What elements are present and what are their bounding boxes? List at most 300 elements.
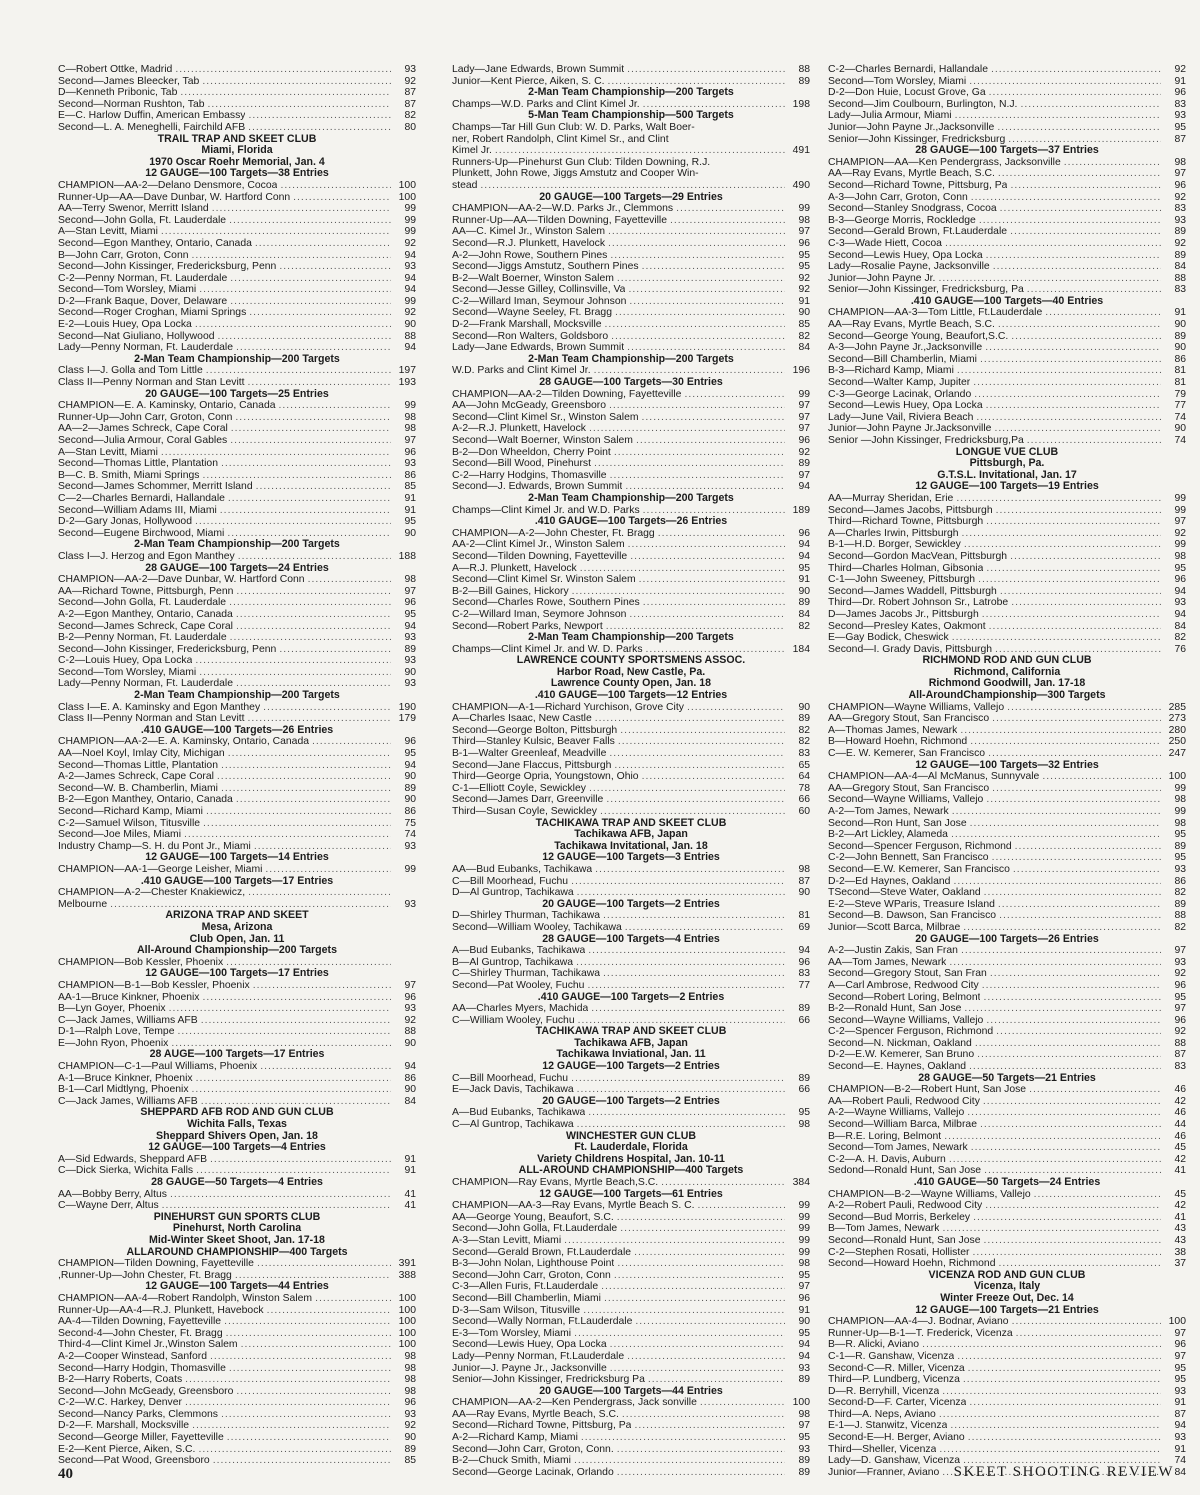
result-line <box>58 516 416 528</box>
shooter-entry: C-2—Willard Iman, Seymour Johnson <box>452 295 627 307</box>
result-line <box>452 1107 810 1119</box>
score: 92 <box>404 1420 416 1432</box>
dot-leader <box>254 841 391 853</box>
shooter-entry: C—William Wooley, Fuchu <box>452 1014 575 1026</box>
section-heading: 28 AUGE—100 Targets—17 Entries <box>149 1049 325 1061</box>
shooter-entry: Second—Walt Boerner, Winston Salem <box>452 435 633 446</box>
dot-leader <box>248 887 391 899</box>
dot-leader <box>227 1432 391 1444</box>
dot-leader <box>576 957 785 969</box>
shooter-entry: ,Runner-Up—John Chester, Ft. Bragg <box>58 1269 232 1281</box>
score: 98 <box>404 423 416 435</box>
shooter-entry: C-2—Louis Huey, Opa Locka <box>58 655 193 667</box>
dot-leader <box>229 1363 391 1375</box>
result-line <box>828 1142 1186 1154</box>
shooter-entry: Second—John Golla, Ft. Lauderdale <box>58 597 227 609</box>
dot-leader <box>110 899 391 911</box>
dot-leader <box>977 1049 1161 1061</box>
section-heading: .410 GAUGE—50 Targets—24 Entries <box>913 1177 1101 1188</box>
shooter-entry: D—Shirley Thurman, Tachikawa <box>452 910 601 922</box>
score: 60 <box>798 806 810 817</box>
section-heading: G.T.S.L. Invitational, Jan. 17 <box>937 469 1077 481</box>
dot-leader <box>617 1467 785 1479</box>
score: 84 <box>798 342 810 354</box>
result-line <box>452 736 810 748</box>
dot-leader <box>961 945 1161 957</box>
section-heading: Club Open, Jan. 11 <box>189 933 285 945</box>
score: 91 <box>404 1153 416 1165</box>
dot-leader <box>968 1432 1161 1444</box>
shooter-entry: C—Dick Sierka, Wichita Falls <box>58 1165 194 1177</box>
score: 95 <box>798 1327 810 1339</box>
score: 94 <box>404 759 416 771</box>
dot-leader <box>630 551 785 563</box>
section-heading: .410 GAUGE—100 Targets—40 Entries <box>910 295 1104 307</box>
section-heading: Pinehurst, North Carolina <box>172 1223 302 1235</box>
result-line <box>452 1397 810 1409</box>
shooter-entry: D-2—Ed Haynes, Oakland <box>828 875 951 887</box>
score: 96 <box>1174 1339 1186 1351</box>
score: 88 <box>1174 272 1186 284</box>
shooter-entry: D-2—Frank Baque, Dover, Delaware <box>58 295 228 307</box>
shooter-entry: Second—I. Grady Davis, Pittsburgh <box>828 643 993 655</box>
shooter-entry: Class I—J. Golla and Tom Little <box>58 365 203 377</box>
score: 38 <box>1174 1246 1186 1258</box>
shooter-entry: C—Bill Moorhead, Fuchu <box>452 1072 569 1084</box>
score: 92 <box>1174 237 1186 249</box>
shooter-entry: Junior—Scott Barca, Milbrae <box>828 921 961 933</box>
dot-leader <box>589 423 785 435</box>
section-heading: 12 GAUGE—100 Targets—4 Entries <box>148 1142 326 1154</box>
score: 93 <box>1174 1385 1186 1397</box>
result-line <box>828 1049 1186 1061</box>
result-line <box>452 713 810 725</box>
section-heading: 20 GAUGE—100 Targets—26 Entries <box>915 933 1099 945</box>
dot-leader <box>979 215 1161 227</box>
shooter-entry: CHAMPION—AA—Ken Pendergrass, Jacksonville <box>828 156 1061 168</box>
dot-leader <box>1015 841 1161 853</box>
score: 82 <box>1174 887 1186 899</box>
result-line <box>58 99 416 111</box>
result-line <box>58 493 416 505</box>
score: 45 <box>1174 1188 1186 1200</box>
shooter-entry: CHAMPION—AA-4—Al McManus, Sunnyvale <box>828 771 1040 783</box>
score: 98 <box>798 863 810 875</box>
score: 99 <box>1174 782 1186 794</box>
score: 80 <box>404 121 416 133</box>
score: 89 <box>798 458 810 470</box>
result-line <box>58 412 416 424</box>
result-line <box>58 609 416 621</box>
dot-leader <box>687 702 785 714</box>
shooter-entry: Second—Nat Giuliano, Hollywood <box>58 330 215 342</box>
shooter-entry: A-2—James Schreck, Cape Coral <box>58 771 214 783</box>
score: 99 <box>1174 806 1186 817</box>
score: 81 <box>1174 365 1186 377</box>
dot-leader <box>589 783 785 795</box>
dot-leader <box>583 1305 785 1317</box>
score: 95 <box>1174 562 1186 574</box>
result-line <box>452 284 810 296</box>
section-heading: 20 GAUGE—100 Targets—29 Entries <box>539 191 723 203</box>
dot-leader <box>995 644 1161 656</box>
score: 94 <box>404 249 416 261</box>
result-line <box>58 505 416 517</box>
dot-leader <box>185 1397 391 1409</box>
result-line <box>452 864 810 876</box>
result-line <box>452 226 810 238</box>
score: 97 <box>1174 1350 1186 1362</box>
shooter-entry: A—Bud Eubanks, Tachikawa <box>452 1107 586 1119</box>
result-line <box>58 215 416 227</box>
shooter-entry: E-2—Louis Huey, Opa Locka <box>58 319 192 331</box>
dot-leader <box>248 110 391 122</box>
result-line <box>452 551 810 563</box>
score: 98 <box>404 574 416 586</box>
shooter-entry: Second—Tilden Downing, Fayetteville <box>452 550 628 562</box>
dot-leader <box>942 1223 1161 1235</box>
score: 77 <box>1174 400 1186 412</box>
score: 93 <box>1174 214 1186 226</box>
dot-leader <box>199 284 391 296</box>
section-heading: 12 GAUGE—100 Targets—44 Entries <box>145 1281 329 1293</box>
dot-leader <box>603 910 785 922</box>
result-line <box>58 1096 416 1108</box>
result-line <box>58 841 416 853</box>
shooter-entry: CHAMPION—Ray Evans, Myrtle Beach,S.C. <box>452 1177 659 1188</box>
dot-leader <box>998 899 1161 911</box>
result-line <box>58 783 416 795</box>
shooter-entry: Runner-Up—AA—Tilden Downing, Fayetteville <box>452 214 668 226</box>
dot-leader <box>610 470 785 482</box>
shooter-entry: AA—2—James Schreck, Cape Coral <box>58 423 228 435</box>
dot-leader <box>634 1420 785 1432</box>
dot-leader <box>945 238 1161 250</box>
dot-leader <box>980 1119 1161 1131</box>
score: 97 <box>798 423 810 435</box>
dot-leader <box>991 64 1161 76</box>
dot-leader <box>192 1084 391 1096</box>
dot-leader <box>220 505 391 517</box>
score: 74 <box>1174 1455 1186 1467</box>
result-line <box>828 493 1186 505</box>
score: 84 <box>1174 261 1186 273</box>
score: 100 <box>398 1292 416 1304</box>
result-line <box>828 284 1186 296</box>
shooter-entry: B-2—Chuck Smith, Miami <box>452 1455 571 1467</box>
score: 99 <box>798 1200 810 1212</box>
score: 41 <box>1174 1211 1186 1223</box>
dot-leader <box>293 192 391 204</box>
result-line <box>452 597 810 609</box>
shooter-entry: Third—Richard Towne, Pittsburgh <box>828 516 984 528</box>
score: 99 <box>404 400 416 412</box>
dot-leader <box>577 1119 785 1131</box>
result-line <box>58 192 416 204</box>
dot-leader <box>171 1038 391 1050</box>
dot-leader <box>1000 203 1161 215</box>
result-line <box>58 887 416 899</box>
score: 95 <box>798 1107 810 1119</box>
result-line <box>452 794 810 806</box>
dot-leader <box>279 644 391 656</box>
dot-leader <box>985 342 1161 354</box>
section-heading: TACHIKAWA TRAP AND SKEET CLUB <box>535 1026 727 1038</box>
dot-leader <box>969 1397 1161 1409</box>
score: 179 <box>398 713 416 725</box>
section-heading: .410 GAUGE—100 Targets—26 Entries <box>140 724 334 736</box>
dot-leader <box>964 1003 1161 1015</box>
score: 94 <box>1174 585 1186 597</box>
score: 41 <box>404 1188 416 1200</box>
result-line <box>452 1363 810 1375</box>
dot-leader <box>600 806 785 818</box>
section-heading: Richmond Goodwill, Jan. 17-18 <box>928 678 1086 690</box>
shooter-entry: A—R.J. Plunkett, Havelock <box>452 562 577 574</box>
result-line <box>58 1339 416 1351</box>
score: 95 <box>798 1269 810 1281</box>
dot-leader <box>643 505 785 517</box>
section-heading: RICHMOND ROD AND GUN CLUB <box>922 655 1092 667</box>
dot-leader <box>210 1154 391 1166</box>
score: 81 <box>798 910 810 922</box>
shooter-entry: A—Bud Eubanks, Tachikawa <box>452 945 586 957</box>
shooter-entry: D-2—Don Huie, Locust Grove, Ga <box>828 87 986 99</box>
score: 83 <box>798 748 810 760</box>
dot-leader <box>279 400 391 412</box>
result-line <box>452 1374 810 1386</box>
dot-leader <box>231 423 391 435</box>
shooter-entry: A-2—R.J. Plunkett, Havelock <box>452 423 586 435</box>
result-line <box>452 1444 810 1456</box>
result-line <box>452 1084 810 1096</box>
score: 94 <box>1174 608 1186 620</box>
shooter-entry: Second—Lewis Huey, Opa Locka <box>828 249 983 261</box>
score: 100 <box>398 1327 416 1339</box>
result-line <box>828 551 1186 563</box>
shooter-entry: CHAMPION—B-1—Bob Kessler, Phoenix <box>58 979 250 991</box>
score: 93 <box>404 261 416 273</box>
shooter-entry: C—Jack James, Williams AFB <box>58 1014 198 1026</box>
score: 98 <box>404 1350 416 1362</box>
score: 91 <box>404 1165 416 1177</box>
result-line <box>58 1165 416 1177</box>
score: 89 <box>1174 226 1186 238</box>
shooter-entry: C—2—Charles Bernardi, Hallandale <box>58 492 225 504</box>
result-line <box>452 910 810 922</box>
score: 65 <box>798 759 810 771</box>
dot-leader <box>161 226 391 238</box>
result-line <box>828 1026 1186 1038</box>
shooter-entry: Senior —John Kissinger, Fredricksburg,Pa <box>828 435 1024 446</box>
score: 99 <box>798 1223 810 1235</box>
result-line <box>58 1397 416 1409</box>
shooter-entry: C-1—R. Ganshaw, Vicenza <box>828 1350 955 1362</box>
shooter-entry: Runners-Up—Pinehurst Gun Club: Tilden Downing, R.J. <box>452 156 711 168</box>
page-number: 40 <box>58 1466 73 1482</box>
dot-leader <box>606 621 785 633</box>
result-line <box>452 470 810 482</box>
result-line <box>58 1305 416 1317</box>
dot-leader <box>625 481 785 493</box>
shooter-entry: CHAMPION—B-2—Wayne Williams, Vallejo <box>828 1188 1031 1200</box>
result-line <box>452 539 810 551</box>
dot-leader <box>984 1165 1161 1177</box>
score: 89 <box>798 1003 810 1015</box>
score: 82 <box>798 736 810 748</box>
shooter-entry: D—Kenneth Pribonic, Tab <box>58 87 178 99</box>
score: 99 <box>798 388 810 400</box>
shooter-entry: Second—Presley Kates, Oakmont <box>828 620 986 632</box>
dot-leader <box>221 760 391 772</box>
score: 95 <box>1174 1362 1186 1374</box>
shooter-entry: Second—Thomas Little, Plantation <box>58 759 218 771</box>
score: 96 <box>404 597 416 609</box>
dot-leader <box>939 1444 1161 1456</box>
result-line <box>58 551 416 563</box>
shooter-entry: Second—Harry Hodgin, Thomasville <box>58 1362 226 1374</box>
score: 86 <box>404 469 416 481</box>
score: 285 <box>1168 701 1186 713</box>
shooter-entry: Runner-Up—B-1—T. Frederick, Vicenza <box>828 1327 1013 1339</box>
dot-leader <box>236 342 391 354</box>
dot-leader <box>235 412 391 424</box>
dot-leader <box>221 458 391 470</box>
dot-leader <box>210 1351 391 1363</box>
score: 96 <box>1174 979 1186 991</box>
result-line <box>58 447 416 459</box>
score: 93 <box>404 458 416 470</box>
result-line <box>58 400 416 412</box>
score: 43 <box>1174 1234 1186 1246</box>
result-line <box>58 296 416 308</box>
score: 273 <box>1168 713 1186 725</box>
score: 92 <box>798 446 810 458</box>
shooter-entry: AA—Richard Towne, Pittsburgh, Penn <box>58 585 234 597</box>
result-line <box>452 1432 810 1444</box>
result-line <box>452 1177 810 1189</box>
dot-leader <box>986 1015 1161 1027</box>
result-line <box>452 168 810 180</box>
dot-leader <box>610 250 785 262</box>
result-line <box>452 307 810 319</box>
dot-leader <box>952 632 1161 644</box>
dot-leader <box>226 957 391 969</box>
dot-leader <box>228 493 391 505</box>
section-heading: 2-Man Team Championship—200 Targets <box>528 353 734 365</box>
score: 85 <box>798 319 810 331</box>
result-line <box>828 748 1186 760</box>
shooter-entry: Second—John Carr, Groton, Conn <box>452 1269 611 1281</box>
results-column-middle <box>452 64 810 1478</box>
shooter-entry: Second—Bud Morris, Berkeley <box>828 1211 971 1223</box>
result-line <box>828 968 1186 980</box>
result-line <box>452 99 810 111</box>
score: 94 <box>404 342 416 354</box>
dot-leader <box>1029 1084 1161 1096</box>
shooter-entry: Melbourne <box>58 898 108 910</box>
score: 93 <box>404 64 416 75</box>
section-heading: TACHIKAWA TRAP AND SKEET CLUB <box>535 817 727 829</box>
score: 93 <box>404 678 416 690</box>
shooter-entry: C-1—Elliott Coyle, Sewickley <box>452 782 586 794</box>
result-line <box>828 99 1186 111</box>
dot-leader <box>203 818 391 830</box>
result-line <box>828 226 1186 238</box>
dot-leader <box>957 1351 1161 1363</box>
result-line <box>828 87 1186 99</box>
result-line <box>58 261 416 273</box>
shooter-entry: CHAMPION—AA-2—Dave Dunbar, W. Hartford Conn <box>58 574 305 586</box>
score: 87 <box>1174 1408 1186 1420</box>
dot-leader <box>185 1374 391 1386</box>
shooter-entry: A-2—Cooper Winstead, Sanford <box>58 1350 208 1362</box>
dot-leader <box>572 586 785 598</box>
shooter-entry: E-2—Steve WParis, Treasure Island <box>828 898 995 910</box>
score: 97 <box>798 226 810 238</box>
shooter-entry: E—John Ryon, Phoenix <box>58 1037 169 1049</box>
score: 94 <box>1174 1420 1186 1432</box>
score: 87 <box>404 87 416 99</box>
result-line <box>452 1420 810 1432</box>
dot-leader <box>992 852 1161 864</box>
dot-leader <box>265 864 391 876</box>
result-line <box>828 1420 1186 1432</box>
score: 42 <box>1174 1095 1186 1107</box>
shooter-entry: Second—Robert Loring, Belmont <box>828 991 981 1003</box>
dot-leader <box>229 597 391 609</box>
result-line <box>452 1258 810 1270</box>
result-line <box>58 736 416 748</box>
result-line <box>58 702 416 714</box>
score: 89 <box>798 1466 810 1478</box>
results-column-left <box>58 64 416 1467</box>
dot-leader <box>992 713 1161 725</box>
score: 97 <box>798 1420 810 1432</box>
dot-leader <box>969 1061 1161 1073</box>
shooter-entry: CHAMPION—AA-2—Tilden Downing, Fayetteville <box>452 388 682 400</box>
result-line <box>58 632 416 644</box>
dot-leader <box>973 377 1161 389</box>
dot-leader <box>230 632 391 644</box>
dot-leader <box>949 1154 1161 1166</box>
score: 95 <box>1174 852 1186 864</box>
shooter-entry: Runner-Up—AA—Dave Dunbar, W. Hartford Conn <box>58 191 291 203</box>
dot-leader <box>938 273 1161 285</box>
dot-leader <box>949 957 1161 969</box>
dot-leader <box>206 365 391 377</box>
dot-leader <box>939 1409 1161 1421</box>
dot-leader <box>970 818 1161 830</box>
shooter-entry: AA—Ray Evans, Myrtle Beach, S.C. <box>828 319 995 331</box>
dot-leader <box>206 806 391 818</box>
shooter-entry: Second—James Bleecker, Tab <box>58 75 200 87</box>
dot-leader <box>248 377 391 389</box>
result-line <box>452 876 810 888</box>
shooter-entry: C-2—Charles Bernardi, Hallandale <box>828 64 988 75</box>
dot-leader <box>255 238 391 250</box>
score: 46 <box>1174 1107 1186 1119</box>
shooter-entry: Junior—Kent Pierce, Aiken, S. C. <box>452 75 605 87</box>
result-line <box>828 1096 1186 1108</box>
score: 87 <box>798 875 810 887</box>
result-line <box>452 621 810 633</box>
result-line <box>58 319 416 331</box>
score: 37 <box>1174 1258 1186 1270</box>
shooter-entry: D—R. Berryhill, Vicenza <box>828 1385 940 1397</box>
shooter-entry: C-2—Harry Hodgins, Thomasville <box>452 469 607 481</box>
score: 76 <box>1174 643 1186 655</box>
